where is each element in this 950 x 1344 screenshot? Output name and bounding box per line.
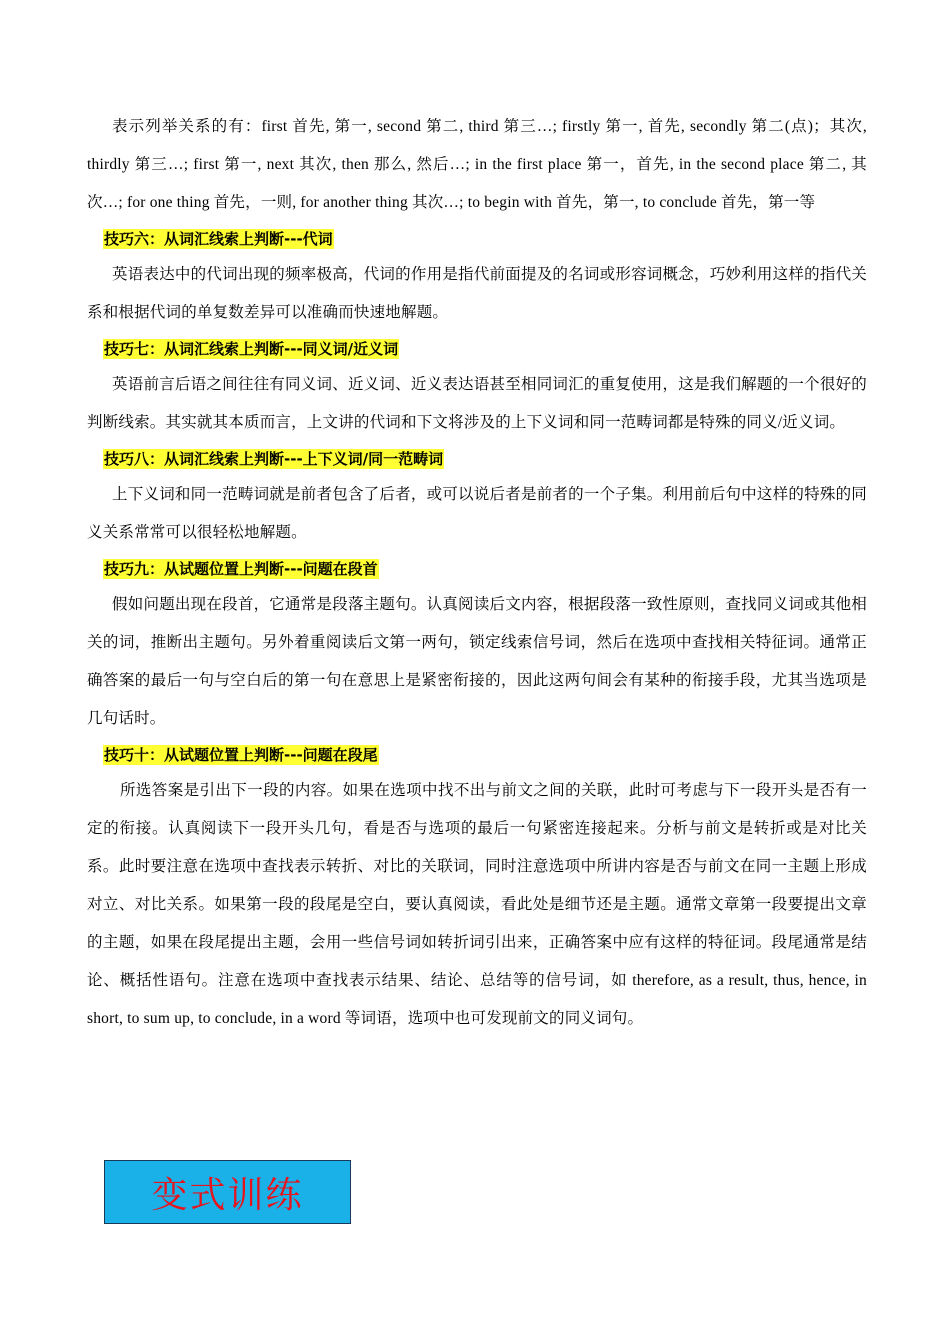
heading-text: 技巧八：从词汇线索上判断---上下义词/同一范畴词 — [104, 450, 444, 468]
section-heading-tip-8 — [87, 442, 867, 476]
heading-text: 技巧七：从词汇线索上判断---同义词/近义词 — [104, 340, 399, 358]
section-body-tip-8: 上下义词和同一范畴词就是前者包含了后者，或可以说后者是前者的一个子集。利用前后句中这样的特殊的同义关系常常可以很轻松地解题。 — [87, 486, 867, 541]
section-body-tip-7: 英语前言后语之间往往有同义词、近义词、近义表达语甚至相同词汇的重复使用，这是我们解题的一个很好的判断线索。其实就其本质而言，上文讲的代词和下文将涉及的上下义词和同一范畴词都是特殊的同义/近义词。 — [87, 376, 867, 431]
section-body-tip-10: 所选答案是引出下一段的内容。如果在选项中找不出与前文之间的关联，此时可考虑与下一段开头是否有一定的衔接。认真阅读下一段开头几句，看是否与选项的最后一句紧密连接起来。分析与前文是转折或是对比关系。此时要注意在选项中查找表示转折、对比的关联词，同时注意选项中所讲内容是否与前文在同一主题上形成对立、对比关系。如果第一段的段尾是空白，要认真阅读，看此处是细节还是主题。通常文章第一段要提出文章的主题，如果在段尾提出主题，会用一些信号词如转折词引出来，正确答案中应有这样的特征词。段尾通常是结论、概括性语句。注意在选项中查找表示结果、结论、总结等的信号词，如 therefore, as a result, thus, hence, in short, to sum up, to conclude, in a word 等词语，选项中也可发现前文的同义词句。 — [87, 782, 867, 1027]
section-heading-tip-10 — [87, 738, 867, 772]
section-heading-tip-6 — [87, 222, 867, 256]
section-heading-tip-9 — [87, 552, 867, 586]
variant-training-banner — [104, 1160, 351, 1224]
heading-text: 技巧六：从词汇线索上判断---代词 — [104, 230, 333, 248]
document-page — [87, 108, 867, 1038]
section-heading-tip-7 — [87, 332, 867, 366]
section-body-tip-6: 英语表达中的代词出现的频率极高，代词的作用是指代前面提及的名词或形容词概念，巧妙利用这样的指代关系和根据代词的单复数差异可以准确而快速地解题。 — [87, 266, 867, 321]
heading-text: 技巧九：从试题位置上判断---问题在段首 — [104, 560, 378, 578]
heading-text: 技巧十：从试题位置上判断---问题在段尾 — [104, 746, 378, 764]
intro-paragraph: 表示列举关系的有：first 首先, 第一, second 第二, third 第三…; firstly 第一, 首先, secondly 第二(点)；其次, thirdly 第三…; first 第一, next 其次, then 那么, 然后…; in the first place 第一，首先, in the second place 第二, 其次…; for one thing 首先，一则, for another thing 其次…; to begin with 首先，第一, to conclude 首先，第一等 — [87, 118, 867, 211]
section-body-tip-9: 假如问题出现在段首，它通常是段落主题句。认真阅读后文内容，根据段落一致性原则，查找同义词或其他相关的词，推断出主题句。另外着重阅读后文第一两句，锁定线索信号词，然后在选项中查找相关特征词。通常正确答案的最后一句与空白后的第一句在意思上是紧密衔接的，因此这两句间会有某种的衔接手段，尤其当选项是几句话时。 — [87, 596, 867, 727]
variant-training-label: 变式训练 — [151, 1174, 304, 1216]
